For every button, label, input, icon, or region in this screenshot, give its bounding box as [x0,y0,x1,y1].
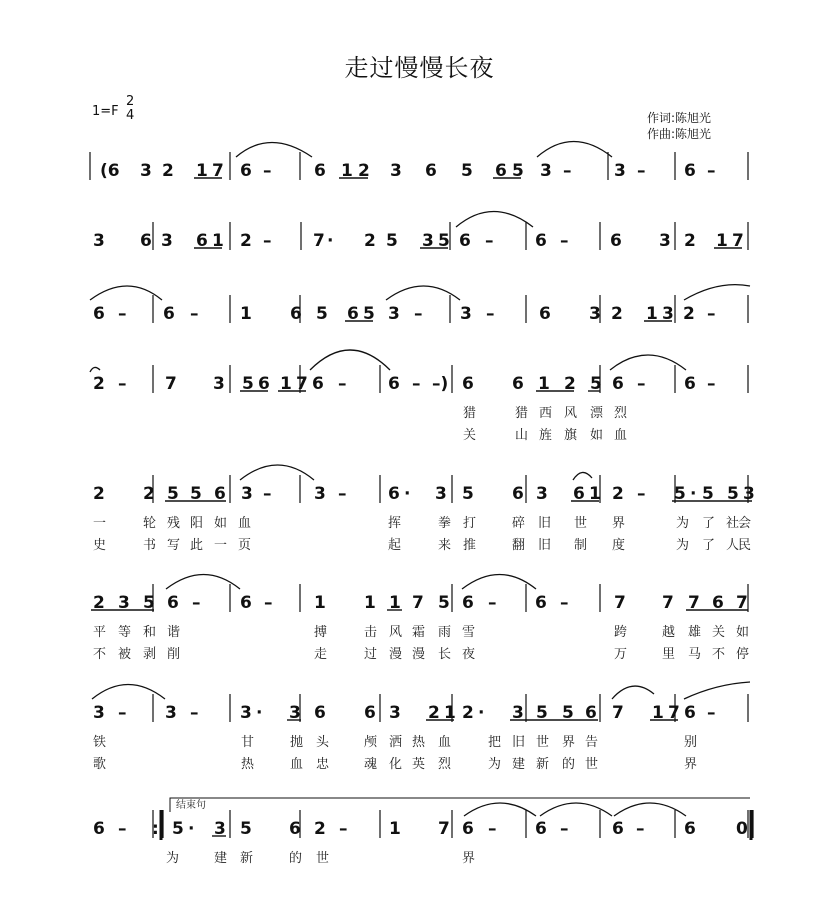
note: 7 [668,703,680,723]
note: 1 [389,593,401,613]
note: – [637,484,646,504]
lyric: 颅 [364,735,378,750]
note: 6 [495,161,507,181]
note: 6 [388,484,400,504]
note: 6 [684,161,696,181]
lyric: 谐 [167,625,181,640]
lyric: 跨 [614,625,628,640]
note: 6 [462,593,474,613]
score-row [93,475,755,553]
note: 2 [364,231,376,251]
note: 3 [289,703,301,723]
lyric: 抛 [290,735,304,750]
lyric: 血 [438,735,452,750]
lyric: 血 [290,757,304,772]
lyric: 世 [585,757,599,772]
lyric: 如 [590,428,604,443]
note: 6 [512,484,524,504]
note: 1 [314,593,326,613]
note: 6 [364,703,376,723]
note: 2 [314,819,326,839]
lyric: 化 [389,757,403,772]
note: 3 [241,484,253,504]
note: 3 [659,231,671,251]
note: 6 [610,231,622,251]
lyric: 旧 [512,735,526,750]
lyric: 夜 [462,647,476,662]
lyric: 猎 [515,406,529,421]
note: 1 [716,231,728,251]
note: 3 [165,703,177,723]
note: (6 [100,161,120,181]
lyric: 推 [463,538,477,553]
note: – [637,161,646,181]
lyric: 为 [676,538,690,553]
note: – [636,819,645,839]
note: 1 [389,819,401,839]
note: 1 [444,703,456,723]
lyric: 雪 [462,625,476,640]
note: : [152,819,159,839]
lyric: 把 [488,735,502,750]
lyric: 阳 [190,516,204,531]
note: 6 [459,231,471,251]
lyric: 歌 [93,757,107,772]
note: – [118,703,127,723]
lyric: 轮 [143,516,157,531]
lyric: 碎 [512,516,526,531]
lyric: 一 [214,538,228,553]
note: 6 [240,161,252,181]
note: 3 [93,703,105,723]
note: – [263,231,272,251]
lyric: 世 [536,735,550,750]
note: 1 [364,593,376,613]
lyric: 英 [412,757,426,772]
note: 5 [512,161,524,181]
note: 6 [258,374,270,394]
note: 5 [674,484,686,504]
note: 7 [438,819,450,839]
note: 6 [535,593,547,613]
note: 2 [93,374,105,394]
lyric: 搏 [314,625,328,640]
note: 2 [564,374,576,394]
note: 3 [118,593,130,613]
note: 2 [462,703,474,723]
note: 2 [611,304,623,324]
lyric: 为 [676,516,690,531]
lyric: 世 [316,851,330,866]
score-row [93,584,749,662]
score-row [93,295,748,324]
note: 5 [190,484,202,504]
lyric: 度 [612,538,626,553]
note: 3 [389,703,401,723]
lyric: 建 [512,757,526,772]
note: 1 [538,374,550,394]
lyric: 人 [726,538,740,553]
lyric: 烈 [614,406,628,421]
composer: 作曲:陈旭光 [647,127,712,141]
note: 5 [562,703,574,723]
note: 6 [684,374,696,394]
score-row [93,810,753,866]
lyric: 雨 [438,625,452,640]
lyric: 停 [736,647,750,662]
lyric: 界 [462,851,476,866]
note: 2 [358,161,370,181]
lyric: 头 [316,735,330,750]
lyric: 西 [539,406,553,421]
note: 2 [683,304,695,324]
note: –) [432,374,449,394]
lyric: 残 [167,516,181,531]
lyric: 旧 [538,538,552,553]
note: 5 [438,593,450,613]
note: – [263,484,272,504]
lyric: 热 [412,735,426,750]
note: 6 [388,374,400,394]
note: 6 [240,593,252,613]
note: 6 [314,703,326,723]
lyric: 万 [614,647,628,662]
note: 6 [573,484,585,504]
lyric: 界 [612,516,626,531]
score-row [90,152,748,181]
note: 1 [280,374,292,394]
note: 5 [702,484,714,504]
lyric: 过 [364,647,378,662]
note: – [707,703,716,723]
note: 1 [341,161,353,181]
note: 7 [612,703,624,723]
note: 2 [93,484,105,504]
note: · [327,231,334,251]
note: 3 [240,703,252,723]
lyric: 剥 [143,647,157,662]
lyric: 越 [662,625,676,640]
note: 6 [612,374,624,394]
note: – [192,593,201,613]
lyric: 马 [688,647,702,662]
note: 5 [363,304,375,324]
score-row [93,222,748,251]
note: – [707,161,716,181]
note: 6 [312,374,324,394]
note: – [338,374,347,394]
note: 6 [684,703,696,723]
note: 2 [162,161,174,181]
note: 5 [172,819,184,839]
note: 6 [512,374,524,394]
note: – [486,304,495,324]
lyric: 旧 [538,516,552,531]
lyric: 不 [93,647,107,662]
lyric: 里 [662,647,676,662]
lyric: 界 [562,735,576,750]
note: 3 [213,374,225,394]
note: 7 [296,374,308,394]
note: 6 [289,819,301,839]
note: 1 [646,304,658,324]
lyric: 烈 [438,757,452,772]
note: 7 [614,593,626,613]
note: – [412,374,421,394]
note: 3 [614,161,626,181]
note: 2 [93,593,105,613]
lyric: 了 [702,538,716,553]
note: 3 [388,304,400,324]
note: 5 [240,819,252,839]
note: 6 [684,819,696,839]
lyric: 漫 [412,647,426,662]
note: 6 [535,819,547,839]
lyric: 关 [712,625,726,640]
note: 6 [290,304,302,324]
note: 6 [712,593,724,613]
note: 3 [460,304,472,324]
note: – [560,231,569,251]
note: 5 [536,703,548,723]
lyric: 起 [388,538,402,553]
note: 6 [539,304,551,324]
note: 3 [314,484,326,504]
note: 6 [93,304,105,324]
note: 5 [590,374,602,394]
lyric: 忠 [316,757,330,772]
lyric: 洒 [389,735,403,750]
lyric: 翻 [512,538,526,553]
note: 3 [140,161,152,181]
note: 6 [462,819,474,839]
lyric: 霜 [412,625,426,640]
lyric: 会 [738,516,752,531]
note: 3 [214,819,226,839]
time-denominator: 4 [126,108,135,123]
note: 3 [435,484,447,504]
lyric: 建 [214,851,228,866]
note: 3 [161,231,173,251]
note: – [414,304,423,324]
lyric: 被 [118,647,132,662]
lyric: 漫 [389,647,403,662]
note: 7 [165,374,177,394]
lyric: 山 [515,428,529,443]
note: 0 [736,819,748,839]
note: 6 [214,484,226,504]
lyric: 如 [736,625,750,640]
note: 3 [390,161,402,181]
lyric: 拳 [438,516,452,531]
lyric: 来 [438,538,452,553]
note: 6 [163,304,175,324]
lyricist: 作词:陈旭光 [647,111,712,125]
score-row [93,365,748,443]
lyric: 旗 [564,428,578,443]
note: – [488,593,497,613]
note: – [560,593,569,613]
note: 5 [167,484,179,504]
note: 3 [540,161,552,181]
note: – [190,703,199,723]
note: – [264,593,273,613]
note: 7 [736,593,748,613]
note: – [707,304,716,324]
lyric: 平 [93,625,107,640]
note: – [339,819,348,839]
lyric: 民 [738,538,752,553]
note: 5 [386,231,398,251]
lyric: 界 [684,757,698,772]
score-row [93,694,748,772]
lyric: 书 [143,538,157,553]
lyric: 新 [536,757,550,772]
note: · [478,703,485,723]
note: 6 [462,374,474,394]
lyric: 挥 [388,516,402,531]
lyric: 雄 [688,625,702,640]
lyric: 别 [684,735,698,750]
note: 5 [316,304,328,324]
note: – [338,484,347,504]
key-signature: 1=F [92,104,119,119]
volta-label: 结束句 [176,800,206,811]
note: – [190,304,199,324]
note: 3 [422,231,434,251]
note: 2 [240,231,252,251]
note: 7 [412,593,424,613]
song-title: 走过慢慢长夜 [344,54,495,82]
note: 1 [589,484,601,504]
lyric: 击 [364,625,378,640]
note: – [118,374,127,394]
note: 7 [313,231,325,251]
lyric: 社 [726,516,740,531]
note: 5 [242,374,254,394]
note: – [118,304,127,324]
note: · [404,484,411,504]
note: – [485,231,494,251]
lyric: 的 [562,757,576,772]
lyric: 削 [167,647,181,662]
lyric: 风 [389,625,403,640]
note: 7 [732,231,744,251]
lyric: 漂 [590,406,604,421]
note: 6 [535,231,547,251]
note: 2 [684,231,696,251]
lyric: 页 [238,538,252,553]
note: 6 [314,161,326,181]
note: 5 [438,231,450,251]
lyric: 不 [712,647,726,662]
note: – [118,819,127,839]
note: 6 [93,819,105,839]
lyric: 史 [93,538,107,553]
lyric: 打 [463,516,477,531]
note: 6 [196,231,208,251]
note: 6 [167,593,179,613]
note: 5 [462,484,474,504]
lyric: 和 [143,625,157,640]
note: 3 [662,304,674,324]
note: – [488,819,497,839]
note: 5 [143,593,155,613]
lyric: 甘 [241,735,255,750]
note: 1 [212,231,224,251]
time-numerator: 2 [126,94,135,109]
lyric: 世 [574,516,588,531]
note: 7 [212,161,224,181]
lyric: 血 [238,516,252,531]
note: 5 [461,161,473,181]
note: 2 [612,484,624,504]
note: – [707,374,716,394]
note: · [256,703,263,723]
note: 5 [727,484,739,504]
lyric: 猎 [463,406,477,421]
lyric: 了 [702,516,716,531]
note: 6 [140,231,152,251]
lyric: 写 [167,538,181,553]
lyric: 一 [93,516,107,531]
lyric: 等 [118,625,132,640]
lyric: 为 [488,757,502,772]
note: 3 [743,484,755,504]
note: 6 [612,819,624,839]
note: 6 [347,304,359,324]
note: – [560,819,569,839]
lyric: 长 [438,647,452,662]
note: · [690,484,697,504]
note: · [188,819,195,839]
lyric: 关 [463,428,477,443]
note: 2 [143,484,155,504]
lyric: 的 [289,851,303,866]
lyric: 热 [241,757,255,772]
lyric: 魂 [364,757,378,772]
lyric: 走 [314,647,328,662]
note: – [563,161,572,181]
lyric: 此 [190,538,204,553]
lyric: 为 [166,851,180,866]
note: 1 [196,161,208,181]
note: 2 [428,703,440,723]
note: 3 [589,304,601,324]
note: 3 [512,703,524,723]
lyric: 制 [574,538,588,553]
note: 1 [652,703,664,723]
note: 6 [425,161,437,181]
lyric: 血 [614,428,628,443]
note: 6 [585,703,597,723]
lyric: 如 [214,516,228,531]
lyric: 旌 [539,428,553,443]
note: 3 [536,484,548,504]
note: – [637,374,646,394]
lyric: 告 [585,735,599,750]
note: – [263,161,272,181]
lyric: 新 [240,851,254,866]
lyric: 铁 [93,735,107,750]
lyric: 风 [564,406,578,421]
note: 1 [240,304,252,324]
note: 7 [662,593,674,613]
note: 3 [93,231,105,251]
note: 7 [688,593,700,613]
